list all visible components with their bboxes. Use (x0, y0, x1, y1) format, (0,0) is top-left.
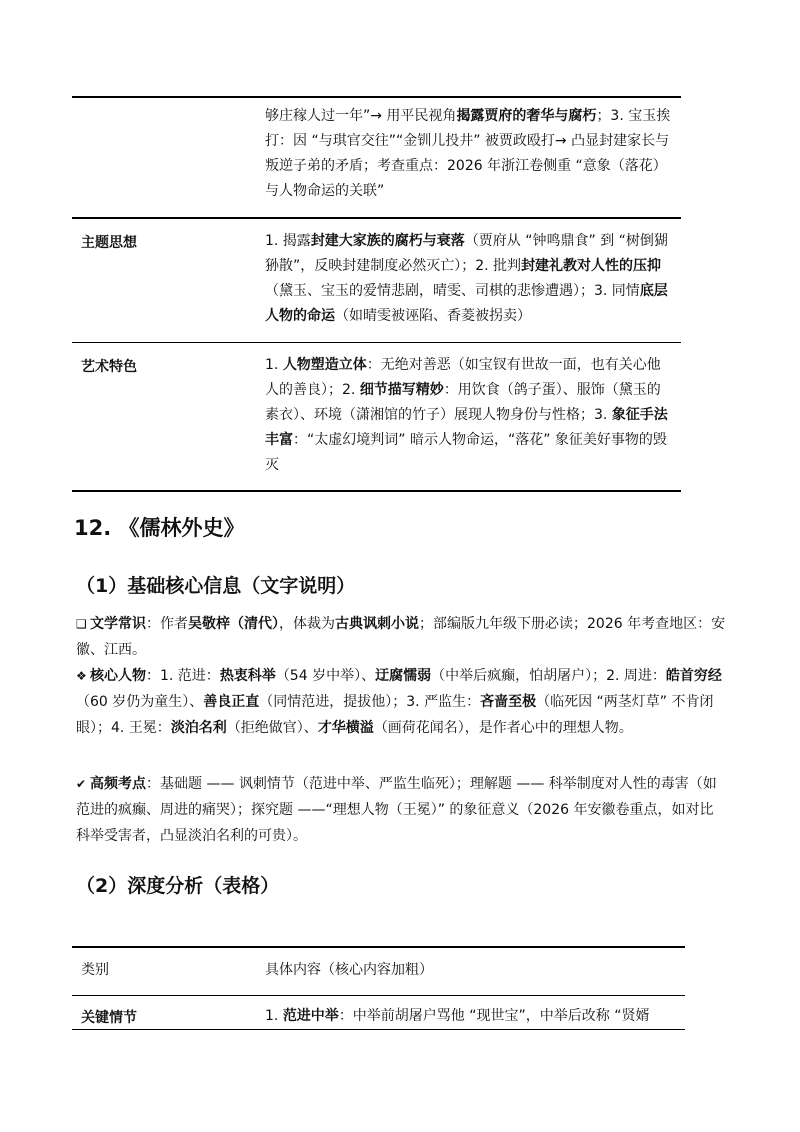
diamond-bullet-icon: ❖ (76, 669, 87, 683)
paragraph-text: 核心人物：1. 范进：热衷科举（54 岁中举）、迂腐懦弱（中举后疯癫，怕胡屠户）；2. 周进：皓首穷经（60 岁仍为童生）、善良正直（同情范进，提拔他）；3. 严监生：吝啬至极（临死因 “两茎灯草” 不肯闭眼）；4. 王冕：淡泊名利（拒绝做官）、才华横溢（画荷花闻名），是作者心中的理想人物。 (76, 668, 722, 736)
table2-header-category: 类别 (81, 962, 109, 978)
subsection-title-basic: （1）基础核心信息（文字说明） (76, 575, 356, 597)
check-bullet-icon: ✔ (76, 777, 87, 791)
table2-top-border (72, 946, 685, 948)
table-top-border (72, 96, 681, 98)
table2-header-divider (72, 995, 685, 996)
section-title: 12. 《儒林外史》 (74, 516, 245, 540)
table-cell-theme-content: 1. 揭露封建大家族的腐朽与衰落（贾府从 “钟鸣鼎食” 到 “树倒猢狲散”，反映封建制度必然灭亡）；2. 批判封建礼教对人性的压抑（黛玉、宝玉的爱情悲剧，晴雯、司棋的悲惨遭遇）；3. 同情底层人物的命运（如晴雯被诬陷、香菱被拐卖） (265, 233, 668, 324)
checkbox-bullet-icon: ❑ (76, 617, 87, 631)
paragraph-core-characters (76, 663, 726, 741)
table2-cell-plot-content: 1. 范进中举：中举前胡屠户骂他 “现世宝”，中举后改称 “贤婿 (265, 1008, 650, 1024)
table-row-divider (72, 217, 681, 219)
paragraph-key-exam-points (76, 771, 726, 849)
table-row-label-theme: 主题思想 (81, 235, 137, 251)
table2-row-divider (72, 1029, 685, 1030)
paragraph-literary-knowledge (76, 611, 726, 663)
table-cell-continued-content: 够庄稼人过一年”→ 用平民视角揭露贾府的奢华与腐朽；3. 宝玉挨打：因 “与琪官交往”“金钏儿投井” 被贾政殴打→ 凸显封建家长与叛逆子弟的矛盾；考查重点：2026 年浙江卷侧重 “意象（落花）与人物命运的关联” (265, 108, 671, 199)
paragraph-text: 文学常识：作者吴敬梓（清代），体裁为古典讽刺小说；部编版九年级下册必读；2026 年考查地区：安徽、江西。 (76, 616, 726, 658)
table-row-label-art: 艺术特色 (81, 359, 137, 375)
table2-header-content: 具体内容（核心内容加粗） (265, 962, 433, 978)
table2-row-label-plot: 关键情节 (81, 1010, 137, 1026)
table-bottom-border (72, 490, 681, 492)
table-row-divider (72, 342, 681, 343)
table-cell-art-content: 1. 人物塑造立体：无绝对善恶（如宝钗有世故一面，也有关心他人的善良）；2. 细节描写精妙：用饮食（鸽子蛋）、服饰（黛玉的素衣）、环境（潇湘馆的竹子）展现人物身份与性格；3. 象征手法丰富：“太虚幻境判词” 暗示人物命运，“落花” 象征美好事物的毁灭 (265, 357, 668, 473)
subsection-title-analysis: （2）深度分析（表格） (76, 875, 280, 897)
paragraph-text: 高频考点：基础题 —— 讽刺情节（范进中举、严监生临死）；理解题 —— 科举制度对人性的毒害（如范进的疯癫、周进的痛哭）；探究题 ——“理想人物（王冕）” 的象征意义（2026 年安徽卷重点，如对比科举受害者，凸显淡泊名利的可贵）。 (76, 776, 717, 844)
